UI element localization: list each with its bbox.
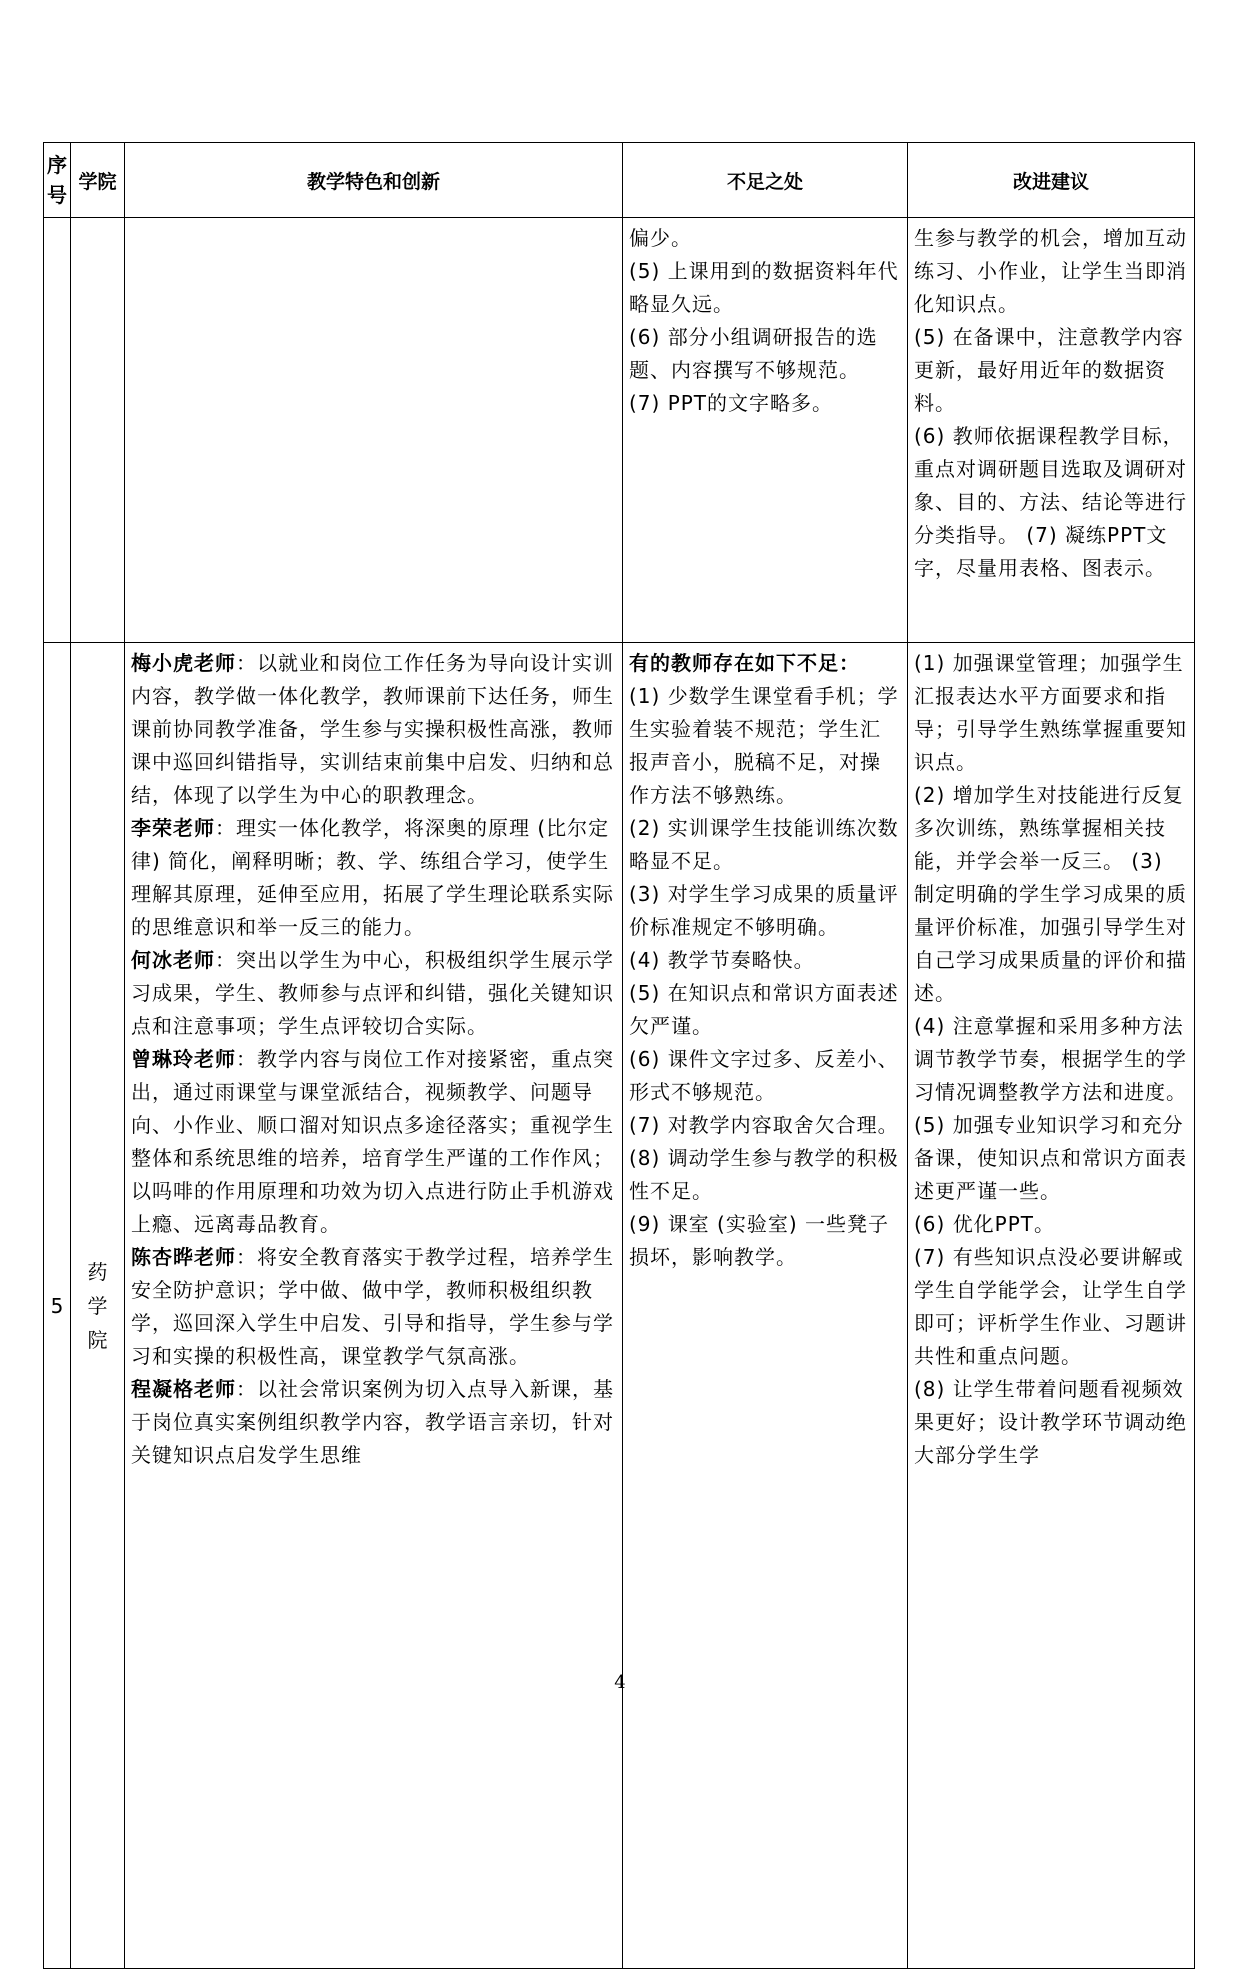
paragraph-text: ：突出以学生为中心，积极组织学生展示学习成果，学生、教师参与点评和纠错，强化关键知识点和注意事项；学生点评较切合实际。 <box>131 948 614 1038</box>
header-college: 学院 <box>71 143 125 218</box>
cell-paragraph <box>914 779 1188 1010</box>
paragraph-text: (6) 部分小组调研报告的选题、内容撰写不够规范。 <box>629 325 878 382</box>
paragraph-text: (5) 上课用到的数据资料年代略显久远。 <box>629 259 899 316</box>
header-features: 教学特色和创新 <box>125 143 623 218</box>
paragraph-text: (6) 教师依据课程教学目标，重点对调研题目选取及调研对象、目的、方法、结论等进行分类指导。 (7) 凝练PPT文字，尽量用表格、图表示。 <box>914 424 1187 580</box>
cell-paragraph <box>914 1109 1188 1208</box>
cell-paragraph <box>914 222 1188 321</box>
cell-paragraph <box>131 812 616 944</box>
header-row <box>44 143 1195 218</box>
paragraph-text: 生参与教学的机会，增加互动练习、小作业，让学生当即消化知识点。 <box>914 226 1187 316</box>
page-number: 4 <box>614 1672 626 1693</box>
paragraph-text: (9) 课室 (实验室) 一些凳子损坏，影响教学。 <box>629 1212 890 1269</box>
cell-paragraph <box>131 1241 616 1373</box>
cell-paragraph <box>629 944 901 977</box>
cell-paragraph <box>914 647 1188 779</box>
paragraph-text: 偏少。 <box>629 226 692 250</box>
evaluation-table <box>43 142 1195 1969</box>
paragraph-text: (6) 课件文字过多、反差小、形式不够规范。 <box>629 1047 899 1104</box>
cell-paragraph <box>914 1010 1188 1109</box>
cell-paragraph <box>629 1043 901 1109</box>
paragraph-text: ：理实一体化教学，将深奥的原理 (比尔定律) 简化，阐释明晰；教、学、练组合学习，使学生理解其原理，延伸至应用，拓展了学生理论联系实际的思维意识和举一反三的能力。 <box>131 816 614 939</box>
paragraph-text: ：将安全教育落实于教学过程，培养学生安全防护意识；学中做、做中学，教师积极组织教学，巡回深入学生中启发、引导和指导，学生参与学习和实操的积极性高，课堂教学气氛高涨。 <box>131 1245 614 1368</box>
header-suggestions: 改进建议 <box>908 143 1195 218</box>
header-shortcomings: 不足之处 <box>623 143 908 218</box>
paragraph-bold: 李荣老师 <box>131 816 215 840</box>
cell-paragraph <box>629 812 901 878</box>
paragraph-text: (6) 优化PPT。 <box>914 1212 1056 1236</box>
cell-paragraph <box>629 321 901 387</box>
paragraph-text: (1) 少数学生课堂看手机；学生实验着装不规范；学生汇报声音小，脱稿不足，对操作方法不够熟练。 <box>629 684 899 807</box>
paragraph-text: ：以社会常识案例为切入点导入新课，基于岗位真实案例组织教学内容，教学语言亲切，针对关键知识点启发学生思维 <box>131 1377 614 1467</box>
table-row <box>44 643 1195 1969</box>
cell-paragraph <box>914 1208 1188 1241</box>
cell-paragraph <box>629 222 901 255</box>
row-features <box>125 643 623 1969</box>
row-features <box>125 218 623 643</box>
paragraph-text: (5) 加强专业知识学习和充分备课，使知识点和常识方面表述更严谨一些。 <box>914 1113 1187 1203</box>
header-seq: 序号 <box>44 143 71 218</box>
paragraph-text: (8) 调动学生参与教学的积极性不足。 <box>629 1146 899 1203</box>
paragraph-bold: 何冰老师 <box>131 948 215 972</box>
row-shortcomings <box>623 643 908 1969</box>
row-seq: 5 <box>44 643 71 1969</box>
cell-paragraph <box>629 255 901 321</box>
cell-paragraph <box>914 420 1188 585</box>
paragraph-text: (4) 教学节奏略快。 <box>629 948 815 972</box>
row-college: 药学院 <box>71 643 125 1969</box>
table-row <box>44 218 1195 643</box>
cell-paragraph <box>629 647 901 680</box>
cell-paragraph <box>914 1241 1188 1373</box>
paragraph-text: (5) 在知识点和常识方面表述欠严谨。 <box>629 981 899 1038</box>
cell-paragraph <box>629 1142 901 1208</box>
row-college <box>71 218 125 643</box>
cell-paragraph <box>131 1043 616 1241</box>
paragraph-text: (8) 让学生带着问题看视频效果更好；设计教学环节调动绝大部分学生学 <box>914 1377 1187 1467</box>
paragraph-text: (2) 实训课学生技能训练次数略显不足。 <box>629 816 899 873</box>
row-suggestions <box>908 643 1195 1969</box>
cell-paragraph <box>914 321 1188 420</box>
paragraph-text: (7) 对教学内容取舍欠合理。 <box>629 1113 899 1137</box>
paragraph-text: (7) 有些知识点没必要讲解或学生自学能学会，让学生自学即可；评析学生作业、习题讲共性和重点问题。 <box>914 1245 1187 1368</box>
cell-paragraph <box>131 944 616 1043</box>
paragraph-bold: 陈杏晔老师 <box>131 1245 236 1269</box>
paragraph-text: (4) 注意掌握和采用多种方法调节教学节奏，根据学生的学习情况调整教学方法和进度。 <box>914 1014 1187 1104</box>
row-suggestions <box>908 218 1195 643</box>
paragraph-bold: 有的教师存在如下不足： <box>629 651 860 675</box>
cell-paragraph <box>629 878 901 944</box>
paragraph-text: (7) PPT的文字略多。 <box>629 391 834 415</box>
cell-paragraph <box>629 387 901 420</box>
row-seq <box>44 218 71 643</box>
paragraph-bold: 程凝格老师 <box>131 1377 236 1401</box>
cell-paragraph <box>629 1208 901 1274</box>
paragraph-text: ：以就业和岗位工作任务为导向设计实训内容，教学做一体化教学，教师课前下达任务，师生课前协同教学准备，学生参与实操积极性高涨，教师课中巡回纠错指导，实训结束前集中启发、归纳和总结，体现了以学生为中心的职教理念。 <box>131 651 614 807</box>
paragraph-bold: 梅小虎老师 <box>131 651 236 675</box>
paragraph-text: ：教学内容与岗位工作对接紧密，重点突出，通过雨课堂与课堂派结合，视频教学、问题导向、小作业、顺口溜对知识点多途径落实；重视学生整体和系统思维的培养，培育学生严谨的工作作风；以吗啡的作用原理和功效为切入点进行防止手机游戏上瘾、远离毒品教育。 <box>131 1047 614 1236</box>
paragraph-text: (2) 增加学生对技能进行反复多次训练，熟练掌握相关技能，并学会举一反三。 (3) 制定明确的学生学习成果的质量评价标准，加强引导学生对自己学习成果质量的评价和描述。 <box>914 783 1187 1005</box>
paragraph-text: (3) 对学生学习成果的质量评价标准规定不够明确。 <box>629 882 899 939</box>
cell-paragraph <box>629 680 901 812</box>
cell-paragraph <box>131 1373 616 1472</box>
cell-paragraph <box>131 647 616 812</box>
cell-paragraph <box>914 1373 1188 1472</box>
cell-paragraph <box>629 977 901 1043</box>
cell-paragraph <box>629 1109 901 1142</box>
paragraph-text: (5) 在备课中，注意教学内容更新，最好用近年的数据资料。 <box>914 325 1184 415</box>
row-shortcomings <box>623 218 908 643</box>
paragraph-bold: 曾琳玲老师 <box>131 1047 236 1071</box>
paragraph-text: (1) 加强课堂管理；加强学生汇报表达水平方面要求和指导；引导学生熟练掌握重要知识点。 <box>914 651 1187 774</box>
